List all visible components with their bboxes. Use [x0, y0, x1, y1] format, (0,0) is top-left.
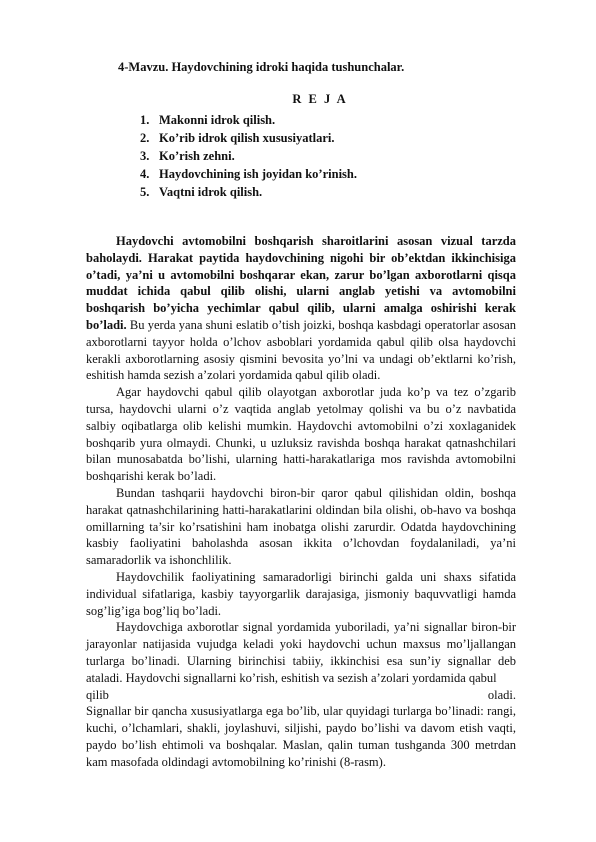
- paragraph: Agar haydovchi qabul qilib olayotgan axborotlar juda ko’p va tez o’zgarib tursa, haydovchi ularni o’z vaqtida anglab yetolmay qolishi va bu o’z navbatida salbiy oqibatlarga olib kelishi mumkin. Haydovchi avtomobilni o’zi xoxlaganidek boshqarib yura olmaydi. Chunki, u uzluksiz ravishda boshqa harakat qatnashchilari bilan munosabatda bo’lishi, ularning hatti-harakatlariga mos ravishda avtomobilni boshqarishi kerak bo’ladi.: [86, 385, 516, 484]
- plan-item: [140, 165, 357, 183]
- plan-item-text: Ko’rish zehni.: [159, 149, 235, 163]
- paragraph: [86, 233, 516, 384]
- topic-title: 4-Mavzu. Haydovchining idroki haqida tushunchalar.: [118, 60, 405, 74]
- plan-heading: R E J A: [292, 92, 348, 106]
- paragraph: Signallar bir qancha xususiyatlarga ega bo’lib, ular quyidagi turlarga bo’linadi: rangi, kuchi, o’lchamlari, shakli, joylashuvi, siljishi, paydo bo’lishi va davom etish vaqti, paydo bo’lish ehtimoli va boshqalar. Maslan, qalin tuman tushganda 300 metrdan kam masofada oldindagi avtomobilning ko’rinishi (8-rasm).: [86, 704, 516, 769]
- plan-item: [140, 111, 357, 129]
- plan-item: [140, 129, 357, 147]
- plan-item-text: Haydovchining ish joyidan ko’rinish.: [159, 167, 357, 181]
- plan-item-text: Vaqtni idrok qilish.: [159, 185, 263, 199]
- plan-item-number: 2.: [140, 131, 150, 145]
- paragraph: Haydovchilik faoliyatining samaradorligi birinchi galda uni shaxs sifatida individual sifatlariga, kasbiy tayyorgarlik darajasiga, jismoniy baquvvatligi hamda sog’lig’iga bog’liq bo’ladi.: [86, 569, 516, 618]
- paragraph: Haydovchiga axborotlar signal yordamida yuboriladi, ya’ni signallar biron-bir jarayonlar natijasida vujudga keladi yoki haydovchi uchun maxsus mo’ljallangan turlarga bo’linadi. Ularning birinchisi tabiiy, ikkinchisi esa sun’iy signallar deb ataladi. Haydovchi signallarni ko’rish, eshitish va sezish a’zolari yordamida qabul: [86, 620, 516, 685]
- plan-item-number: 1.: [140, 113, 150, 127]
- plan-item-number: 5.: [140, 185, 150, 199]
- plan-list: [140, 111, 357, 201]
- plan-item: [140, 183, 357, 201]
- paragraph-continuation: Bu yerda yana shuni eslatib o’tish joizki, boshqa kasbdagi operatorlar asosan axborotlarni tayyor holda o’lchov asboblari yordamida qabul qilib olsa haydovchi kerakli axborotlarning asosiy qismini bevosita yo’lni va undagi ob’ektlarni ko’rish, eshitish hamda sezish a’zolari yordamida qabul qilib oladi.: [86, 317, 516, 383]
- plan-item-text: Ko’rib idrok qilish xususiyatlari.: [159, 131, 335, 145]
- plan-item-number: 3.: [140, 149, 150, 163]
- plan-item: [140, 147, 357, 165]
- plan-item-text: Makonni idrok qilish.: [159, 113, 276, 127]
- plan-item-number: 4.: [140, 167, 150, 181]
- paragraph-final-line: [86, 687, 516, 704]
- paragraph-final-word-left: qilib: [86, 687, 109, 702]
- paragraph: Bundan tashqarii haydovchi biron-bir qaror qabul qilishidan oldin, boshqa harakat qatnashchilarining hatti-harakatlarini oldindan bila olishi, ob-havo va boshqa omillarning ta’sir ko’rsatishini ham inobatga olishi zarurdir. Odatda haydovchining kasbiy faoliyatini baholashda asosan ikkita o’lchovdan foydalaniladi, ya’ni samaradorlik va ishonchlilik.: [86, 485, 516, 568]
- paragraph-final-word-right: oladi.: [487, 687, 516, 702]
- body-text: [86, 233, 516, 771]
- paragraph-bold-lead: Haydovchi avtomobilni boshqarish sharoitlarini asosan vizual tarzda baholaydi. Harakat paytida haydovchining nigohi bir ob’ektdan ikkinchisiga o’tadi, ya’ni u avtomobilni boshqarar ekan, zarur bo’lgan axborotlarni qisqa muddat ichida qabul qilib olishi, ularni anglab yetishi va avtomobilni boshqarish bo’yicha yechimlar qabul qilib, ularni amalga oshirishi kerak bo’ladi.: [86, 234, 516, 332]
